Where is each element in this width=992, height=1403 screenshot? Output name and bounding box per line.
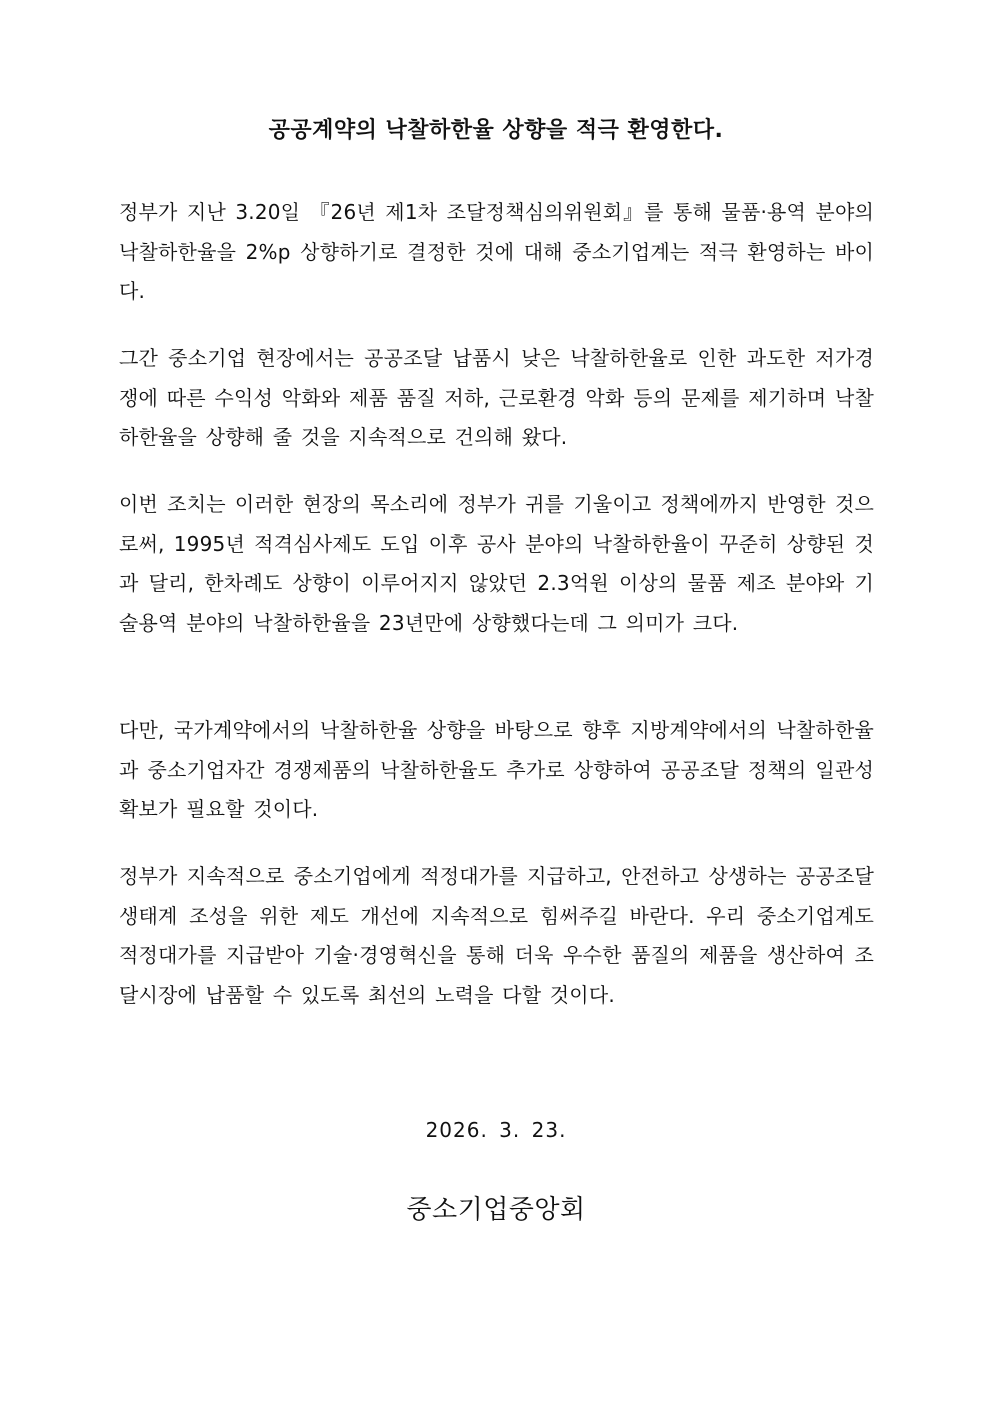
paragraph-1: 정부가 지난 3.20일 『26년 제1차 조달정책심의위원회』를 통해 물품·용역 분야의 낙찰하한율을 2%p 상향하기로 결정한 것에 대해 중소기업계는 적극 환영하는 바이다. (119, 200, 874, 303)
paragraph-4: 다만, 국가계약에서의 낙찰하한율 상향을 바탕으로 향후 지방계약에서의 낙찰하한율과 중소기업자간 경쟁제품의 낙찰하한율도 추가로 상향하여 공공조달 정책의 일관성 확보가 필요할 것이다. (119, 718, 874, 821)
paragraph-2: 그간 중소기업 현장에서는 공공조달 납품시 낮은 낙찰하한율로 인한 과도한 저가경쟁에 따른 수익성 악화와 제품 품질 저하, 근로환경 악화 등의 문제를 제기하며 낙찰하한율을 상향해 줄 것을 지속적으로 건의해 왔다. (119, 346, 874, 449)
statement-date: 2026. 3. 23. (425, 1118, 567, 1142)
paragraph-3: 이번 조치는 이러한 현장의 목소리에 정부가 귀를 기울이고 정책에까지 반영한 것으로써, 1995년 적격심사제도 도입 이후 공사 분야의 낙찰하한율이 꾸준히 상향된 것과 달리, 한차례도 상향이 이루어지지 않았던 2.3억원 이상의 물품 제조 분야와 기술용역 분야의 낙찰하한율을 23년만에 상향했다는데 그 의미가 크다. (119, 492, 874, 635)
paragraph-5: 정부가 지속적으로 중소기업에게 적정대가를 지급하고, 안전하고 상생하는 공공조달 생태계 조성을 위한 제도 개선에 지속적으로 힘써주길 바란다. 우리 중소기업계도 적정대가를 지급받아 기술·경영혁신을 통해 더욱 우수한 품질의 제품을 생산하여 조달시장에 납품할 수 있도록 최선의 노력을 다할 것이다. (119, 864, 874, 1007)
issuing-organization: 중소기업중앙회 (406, 1195, 586, 1225)
statement-title: 공공계약의 낙찰하한율 상향을 적극 환영한다. (268, 118, 724, 143)
